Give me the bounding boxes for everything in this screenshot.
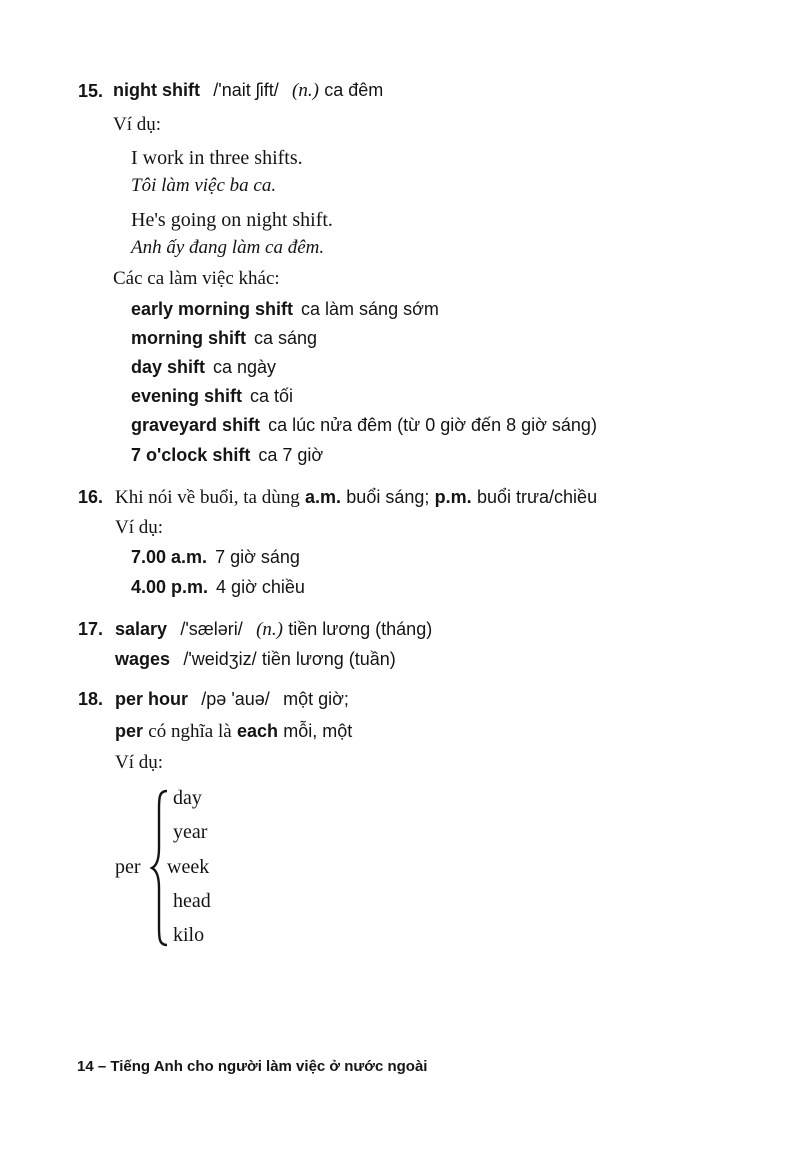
part-of-speech: (n.) xyxy=(256,619,283,640)
other-shift-row xyxy=(131,326,317,351)
am-meaning: buổi sáng; xyxy=(346,487,430,507)
per-list-item: week xyxy=(167,856,210,878)
ipa: /'nait ʃift/ xyxy=(213,80,279,100)
shift-term: morning shift xyxy=(131,328,246,348)
per-hour-line xyxy=(115,687,349,712)
per-list-item: day xyxy=(173,787,202,809)
time-meaning: 4 giờ chiều xyxy=(216,577,305,597)
time-term: 7.00 a.m. xyxy=(131,547,208,567)
other-shift-row xyxy=(131,297,439,322)
headword: wages xyxy=(115,649,171,669)
headword: per hour xyxy=(115,689,189,709)
meaning: một giờ; xyxy=(283,689,349,709)
other-shift-row xyxy=(131,413,597,438)
pm-term: p.m. xyxy=(434,487,472,507)
per-list-item: kilo xyxy=(173,924,205,946)
shift-meaning: ca lúc nửa đêm (từ 0 giờ đến 8 giờ sáng) xyxy=(268,415,597,435)
time-example-row xyxy=(131,545,300,570)
meaning: tiền lương (tháng) xyxy=(288,619,433,639)
example-en: He's going on night shift. xyxy=(131,209,333,231)
item-number: 16. xyxy=(78,487,104,507)
shift-term: early morning shift xyxy=(131,299,294,319)
item-number: 15. xyxy=(78,81,104,101)
shift-term: evening shift xyxy=(131,386,243,406)
am-term: a.m. xyxy=(304,487,342,507)
headword: night shift xyxy=(113,80,200,100)
am-pm-line xyxy=(115,485,597,510)
part-of-speech: (n.) xyxy=(292,80,319,101)
shift-term: day shift xyxy=(131,357,206,377)
each-term: each xyxy=(236,721,278,741)
item-number: 18. xyxy=(78,689,104,709)
headword-line xyxy=(113,78,383,103)
salary-line xyxy=(115,617,432,642)
per-list-item: year xyxy=(173,821,208,843)
pm-meaning: buổi trưa/chiều xyxy=(476,487,598,507)
shift-meaning: ca tối xyxy=(250,386,294,406)
intro-text: Khi nói về buổi, ta dùng xyxy=(115,487,300,508)
shift-term: 7 o'clock shift xyxy=(131,445,251,465)
other-shift-row xyxy=(131,384,293,409)
time-meaning: 7 giờ sáng xyxy=(215,547,300,567)
headword: salary xyxy=(115,619,168,639)
per-meaning-line xyxy=(115,719,352,744)
shift-meaning: ca sáng xyxy=(254,328,318,348)
other-shifts-label: Các ca làm việc khác: xyxy=(113,268,280,289)
example-vi: Tôi làm việc ba ca. xyxy=(131,175,277,196)
example-label: Ví dụ: xyxy=(115,517,164,538)
wages-line xyxy=(115,647,396,672)
meaning: tiền lương (tuần) xyxy=(261,649,396,669)
shift-term: graveyard shift xyxy=(131,415,261,435)
per-list-item: head xyxy=(173,890,211,912)
time-example-row xyxy=(131,575,305,600)
connector-text: có nghĩa là xyxy=(148,721,232,742)
per-term: per xyxy=(115,721,144,741)
page-footer: 14 – Tiếng Anh cho người làm việc ở nước ngoài xyxy=(77,1058,428,1075)
meaning: mỗi, một xyxy=(283,721,353,741)
example-en: I work in three shifts. xyxy=(131,147,303,169)
example-label: Ví dụ: xyxy=(113,114,162,135)
other-shift-row xyxy=(131,355,276,380)
item-number: 17. xyxy=(78,619,104,639)
ipa: /'weidʒiz/ xyxy=(183,649,257,669)
other-shift-row xyxy=(131,443,323,468)
meaning: ca đêm xyxy=(324,80,384,100)
shift-meaning: ca làm sáng sớm xyxy=(301,299,439,319)
ipa: /'sæləri/ xyxy=(180,619,243,639)
example-vi: Anh ấy đang làm ca đêm. xyxy=(131,237,325,258)
ipa: /pə 'auə/ xyxy=(201,689,270,709)
per-word: per xyxy=(115,856,141,878)
time-term: 4.00 p.m. xyxy=(131,577,209,597)
shift-meaning: ca ngày xyxy=(213,357,277,377)
example-label: Ví dụ: xyxy=(115,752,164,773)
shift-meaning: ca 7 giờ xyxy=(258,445,324,465)
